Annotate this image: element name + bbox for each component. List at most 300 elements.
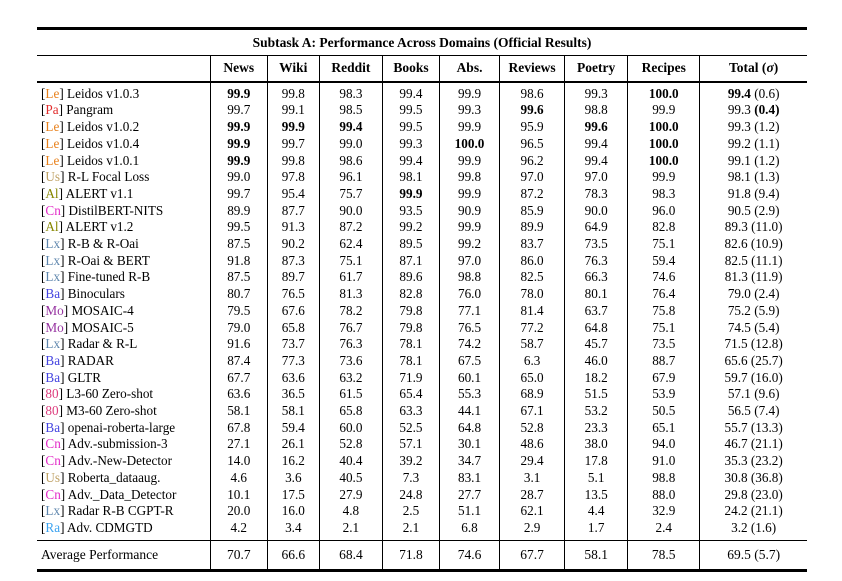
citation-tag [41, 236, 64, 251]
cell-recipes: 73.5 [628, 336, 700, 353]
bracket-open: [ [41, 219, 46, 235]
bracket-close: ] [58, 185, 63, 201]
bracket-close: ] [60, 436, 66, 452]
cell-reviews: 78.0 [500, 286, 565, 303]
cell-reddit: 98.3 [319, 82, 382, 103]
cell-books: 99.5 [382, 102, 439, 119]
cell-books: 39.2 [382, 453, 439, 470]
table-row [37, 286, 807, 303]
cell-reddit: 98.5 [319, 102, 382, 119]
cell-wiki: 87.3 [267, 253, 319, 270]
citation-tag-letters: Cn [45, 202, 61, 218]
cell-abs-: 44.1 [439, 403, 499, 420]
total-cell [700, 102, 807, 119]
citation-tag-letters: 80 [45, 403, 59, 419]
cell-books: 63.3 [382, 403, 439, 420]
cell-reddit: 87.2 [319, 219, 382, 236]
citation-tag [41, 520, 64, 535]
bracket-open: [ [41, 85, 46, 101]
citation-tag-letters: Le [45, 119, 60, 135]
cell-abs-: 6.8 [439, 520, 499, 540]
system-label: [Cn] Adv._Data_Detector [41, 486, 177, 502]
cell-recipes: 96.0 [628, 203, 700, 220]
cell-wiki: 63.6 [267, 370, 319, 387]
cell-news: 99.9 [210, 136, 267, 153]
total-cell [700, 203, 807, 220]
cell-abs-: 51.1 [439, 503, 499, 520]
system-label: [80] M3-60 Zero-shot [41, 403, 157, 419]
column-header-abs-: Abs. [439, 56, 499, 82]
cell-news: 99.7 [210, 102, 267, 119]
column-header-wiki: Wiki [267, 56, 319, 82]
citation-tag [41, 253, 64, 268]
table-row [37, 236, 807, 253]
total-cell [700, 320, 807, 337]
cell-reddit: 52.8 [319, 436, 382, 453]
sigma-value: (0.4) [750, 102, 780, 118]
sigma-value: (23.0) [747, 486, 783, 502]
bracket-close: ] [59, 85, 64, 101]
sigma-value: (5.9) [750, 302, 780, 318]
cell-poetry: 99.3 [565, 82, 628, 103]
citation-tag [41, 487, 65, 502]
cell-news: 4.6 [210, 470, 267, 487]
total-cell [700, 487, 807, 504]
total-cell [700, 470, 807, 487]
system-label: [Ra] Adv. CDMGTD [41, 519, 153, 535]
cell-wiki: 99.7 [267, 136, 319, 153]
sigma-value: (5.7) [750, 546, 781, 562]
system-label: [Pa] Pangram [41, 102, 114, 118]
total-value: 55.7 [724, 419, 748, 435]
cell-abs-: 74.2 [439, 336, 499, 353]
cell-recipes: 100.0 [628, 136, 700, 153]
bracket-open: [ [41, 419, 46, 435]
total-cell [700, 370, 807, 387]
cell-reviews: 65.0 [500, 370, 565, 387]
total-value: 89.3 [724, 219, 748, 235]
cell-news: 67.8 [210, 420, 267, 437]
total-cell [700, 82, 807, 103]
cell-reddit: 2.1 [319, 520, 382, 540]
bracket-close: ] [63, 319, 69, 335]
total-value: 82.5 [724, 252, 748, 268]
cell-poetry: 78.3 [565, 186, 628, 203]
cell-reviews: 99.6 [500, 102, 565, 119]
bracket-close: ] [60, 486, 66, 502]
total-value: 65.6 [724, 352, 748, 368]
cell-news: 99.9 [210, 119, 267, 136]
citation-tag-letters: Us [45, 169, 61, 185]
cell-wiki: 65.8 [267, 320, 319, 337]
cell-wiki: 3.6 [267, 470, 319, 487]
bracket-open: [ [41, 202, 46, 218]
cell-news: 14.0 [210, 453, 267, 470]
sigma-value: (25.7) [747, 352, 783, 368]
cell-reddit: 81.3 [319, 286, 382, 303]
sigma-value: (12.8) [747, 336, 783, 352]
cell-abs-: 60.1 [439, 370, 499, 387]
total-cell [700, 186, 807, 203]
citation-tag [41, 269, 64, 284]
table-row [37, 203, 807, 220]
cell-books: 89.6 [382, 269, 439, 286]
cell-abs-: 99.9 [439, 186, 499, 203]
sigma-value: (2.9) [750, 202, 780, 218]
sigma-value: (9.6) [750, 386, 780, 402]
bracket-open: [ [41, 352, 46, 368]
cell-recipes: 98.8 [628, 470, 700, 487]
cell-abs-: 100.0 [439, 136, 499, 153]
cell-recipes: 88.0 [628, 487, 700, 504]
bracket-close: ] [59, 152, 64, 168]
system-label: [Mo] MOSAIC-4 [41, 302, 134, 318]
total-value: 3.2 [731, 519, 748, 535]
citation-tag [41, 169, 64, 184]
sigma-value: (10.9) [747, 236, 783, 252]
row-label-header [37, 56, 210, 82]
bracket-close: ] [63, 302, 69, 318]
cell-reddit: 61.5 [319, 386, 382, 403]
bracket-close: ] [60, 286, 65, 302]
cell-news: 79.5 [210, 303, 267, 320]
cell-poetry: 53.2 [565, 403, 628, 420]
cell-reviews: 98.6 [500, 82, 565, 103]
cell-reviews: 83.7 [500, 236, 565, 253]
cell-wiki: 59.4 [267, 420, 319, 437]
total-cell [700, 436, 807, 453]
bracket-open: [ [41, 519, 46, 535]
cell-reviews: 81.4 [500, 303, 565, 320]
cell-books: 79.8 [382, 303, 439, 320]
system-label: [Us] Roberta_dataaug. [41, 469, 161, 485]
table-row [37, 186, 807, 203]
table-row [37, 219, 807, 236]
total-cell [700, 253, 807, 270]
citation-tag-letters: Mo [45, 319, 64, 335]
cell-reviews: 68.9 [500, 386, 565, 403]
cell-books: 71.9 [382, 370, 439, 387]
system-label: [Ba] RADAR [41, 352, 114, 368]
cell-recipes: 99.9 [628, 169, 700, 186]
cell-reviews: 96.2 [500, 153, 565, 170]
cell-reddit: 40.5 [319, 470, 382, 487]
bracket-open: [ [41, 336, 46, 352]
citation-tag-letters: Al [45, 185, 59, 201]
cell-recipes: 65.1 [628, 420, 700, 437]
total-cell [700, 136, 807, 153]
sigma-value: (1.6) [747, 519, 777, 535]
table-row [37, 82, 807, 103]
total-cell [700, 386, 807, 403]
cell-reviews: 89.9 [500, 219, 565, 236]
total-cell [700, 119, 807, 136]
citation-tag-letters: Ba [45, 352, 61, 368]
cell-poetry: 1.7 [565, 520, 628, 540]
cell-books: 78.1 [382, 336, 439, 353]
citation-tag [41, 86, 64, 101]
cell-poetry: 64.9 [565, 219, 628, 236]
bracket-close: ] [60, 236, 65, 252]
cell-wiki: 95.4 [267, 186, 319, 203]
total-cell [700, 286, 807, 303]
cell-reddit: 61.7 [319, 269, 382, 286]
cell-wiki: 26.1 [267, 436, 319, 453]
cell-poetry: 90.0 [565, 203, 628, 220]
cell-abs-: 90.9 [439, 203, 499, 220]
table-row [37, 520, 807, 540]
cell-wiki: 36.5 [267, 386, 319, 403]
bracket-open: [ [41, 169, 46, 185]
total-cell [700, 236, 807, 253]
cell-reddit: 4.8 [319, 503, 382, 520]
cell-recipes: 82.8 [628, 219, 700, 236]
total-cell [700, 453, 807, 470]
column-header-recipes: Recipes [628, 56, 700, 82]
cell-news: 99.7 [210, 186, 267, 203]
cell-books: 2.5 [382, 503, 439, 520]
bracket-close: ] [58, 403, 63, 419]
sigma-symbol: σ [766, 60, 774, 75]
citation-tag-letters: Ba [45, 286, 61, 302]
table-row [37, 102, 807, 119]
bracket-open: [ [41, 236, 46, 252]
cell-poetry: 4.4 [565, 503, 628, 520]
cell-poetry: 45.7 [565, 336, 628, 353]
bracket-close: ] [60, 453, 66, 469]
total-cell [700, 153, 807, 170]
cell-reviews: 52.8 [500, 420, 565, 437]
cell-abs-: 99.9 [439, 219, 499, 236]
column-header-poetry: Poetry [565, 56, 628, 82]
table-row [37, 420, 807, 437]
bracket-open: [ [41, 102, 46, 118]
sigma-value: (11.1) [747, 252, 783, 268]
citation-tag-letters: Le [45, 152, 60, 168]
cell-abs-: 99.9 [439, 82, 499, 103]
total-value: 91.8 [727, 185, 751, 201]
cell-recipes: 100.0 [628, 153, 700, 170]
citation-tag-letters: Lx [45, 252, 61, 268]
total-value: 71.5 [724, 336, 748, 352]
table-row [37, 453, 807, 470]
system-label: [Ba] openai-roberta-large [41, 419, 176, 435]
cell-books: 78.1 [382, 353, 439, 370]
bracket-close: ] [59, 119, 64, 135]
system-label: [Le] Leidos v1.0.2 [41, 119, 140, 135]
cell-poetry: 99.4 [565, 153, 628, 170]
sigma-value: (1.1) [750, 135, 780, 151]
bracket-open: [ [41, 252, 46, 268]
total-value: 75.2 [727, 302, 751, 318]
cell-books: 2.1 [382, 520, 439, 540]
total-value: 69.5 [727, 546, 751, 562]
bracket-close: ] [60, 503, 65, 519]
citation-tag [41, 436, 65, 451]
bracket-close: ] [60, 252, 65, 268]
cell-abs-: 34.7 [439, 453, 499, 470]
total-value: 29.8 [724, 486, 748, 502]
cell-poetry: 5.1 [565, 470, 628, 487]
cell-recipes: 91.0 [628, 453, 700, 470]
cell-books: 57.1 [382, 436, 439, 453]
cell-abs-: 67.5 [439, 353, 499, 370]
column-header-reviews: Reviews [500, 56, 565, 82]
cell-recipes: 94.0 [628, 436, 700, 453]
cell-wiki: 73.7 [267, 336, 319, 353]
table-row [37, 119, 807, 136]
citation-tag [41, 102, 63, 117]
citation-tag [41, 203, 65, 218]
cell-abs-: 97.0 [439, 253, 499, 270]
system-label: [Mo] MOSAIC-5 [41, 319, 134, 335]
bracket-open: [ [41, 503, 46, 519]
citation-tag-letters: Lx [45, 336, 61, 352]
total-cell [700, 219, 807, 236]
sigma-value: (1.2) [750, 119, 780, 135]
citation-tag [41, 336, 64, 351]
total-value: 99.1 [727, 152, 751, 168]
citation-tag [41, 370, 64, 385]
table-row [37, 436, 807, 453]
cell-wiki: 97.8 [267, 169, 319, 186]
total-value: 56.5 [727, 403, 751, 419]
table-row [37, 169, 807, 186]
cell-wiki: 99.8 [267, 82, 319, 103]
cell-wiki: 17.5 [267, 487, 319, 504]
cell-books: 7.3 [382, 470, 439, 487]
bracket-open: [ [41, 369, 46, 385]
bracket-open: [ [41, 269, 46, 285]
citation-tag-letters: Al [45, 219, 59, 235]
sigma-value: (21.1) [747, 503, 783, 519]
cell-reddit: 98.6 [319, 153, 382, 170]
citation-tag [41, 136, 64, 151]
cell-wiki: 77.3 [267, 353, 319, 370]
cell-reviews: 85.9 [500, 203, 565, 220]
total-cell [700, 520, 807, 540]
bracket-open: [ [41, 135, 46, 151]
total-value: 99.3 [727, 102, 751, 118]
average-books: 71.8 [382, 540, 439, 569]
cell-reddit: 99.0 [319, 136, 382, 153]
cell-news: 67.7 [210, 370, 267, 387]
system-label: [Al] ALERT v1.1 [41, 185, 134, 201]
table-row [37, 336, 807, 353]
cell-poetry: 18.2 [565, 370, 628, 387]
cell-poetry: 66.3 [565, 269, 628, 286]
sigma-value: (16.0) [747, 369, 783, 385]
cell-wiki: 16.0 [267, 503, 319, 520]
cell-reviews: 3.1 [500, 470, 565, 487]
cell-books: 24.8 [382, 487, 439, 504]
cell-wiki: 67.6 [267, 303, 319, 320]
sigma-value: (0.6) [750, 85, 780, 101]
cell-reviews: 95.9 [500, 119, 565, 136]
cell-reddit: 75.7 [319, 186, 382, 203]
cell-abs-: 55.3 [439, 386, 499, 403]
system-label: [Cn] Adv.-submission-3 [41, 436, 168, 452]
cell-poetry: 99.4 [565, 136, 628, 153]
results-table [37, 27, 807, 572]
cell-recipes: 76.4 [628, 286, 700, 303]
citation-tag [41, 386, 63, 401]
cell-news: 99.0 [210, 169, 267, 186]
total-cell [700, 169, 807, 186]
cell-poetry: 97.0 [565, 169, 628, 186]
cell-wiki: 99.1 [267, 102, 319, 119]
sigma-value: (2.4) [750, 286, 780, 302]
cell-poetry: 13.5 [565, 487, 628, 504]
cell-abs-: 30.1 [439, 436, 499, 453]
cell-recipes: 100.0 [628, 82, 700, 103]
cell-reviews: 58.7 [500, 336, 565, 353]
cell-reviews: 62.1 [500, 503, 565, 520]
cell-reviews: 48.6 [500, 436, 565, 453]
total-cell [700, 269, 807, 286]
cell-news: 27.1 [210, 436, 267, 453]
total-value: 99.2 [727, 135, 751, 151]
average-row [37, 540, 807, 569]
cell-wiki: 91.3 [267, 219, 319, 236]
bracket-open: [ [41, 469, 46, 485]
citation-tag-letters: Lx [45, 269, 61, 285]
average-recipes: 78.5 [628, 540, 700, 569]
cell-poetry: 51.5 [565, 386, 628, 403]
cell-abs-: 99.9 [439, 119, 499, 136]
column-header-books: Books [382, 56, 439, 82]
citation-tag [41, 286, 64, 301]
cell-poetry: 63.7 [565, 303, 628, 320]
cell-recipes: 53.9 [628, 386, 700, 403]
total-cell [700, 336, 807, 353]
bracket-close: ] [60, 469, 65, 485]
bracket-close: ] [60, 269, 65, 285]
cell-poetry: 46.0 [565, 353, 628, 370]
bracket-close: ] [60, 202, 66, 218]
bracket-close: ] [58, 386, 63, 402]
cell-reviews: 82.5 [500, 269, 565, 286]
cell-poetry: 38.0 [565, 436, 628, 453]
citation-tag [41, 420, 64, 435]
cell-reviews: 6.3 [500, 353, 565, 370]
table-row [37, 503, 807, 520]
bracket-open: [ [41, 185, 46, 201]
total-value: 90.5 [727, 202, 751, 218]
bracket-open: [ [41, 302, 46, 318]
column-header-news: News [210, 56, 267, 82]
cell-wiki: 99.9 [267, 119, 319, 136]
table-row [37, 320, 807, 337]
bracket-open: [ [41, 152, 46, 168]
table-row [37, 253, 807, 270]
bracket-close: ] [58, 219, 63, 235]
sigma-value: (5.4) [750, 319, 780, 335]
cell-reddit: 99.4 [319, 119, 382, 136]
cell-recipes: 32.9 [628, 503, 700, 520]
citation-tag-letters: Le [45, 85, 60, 101]
system-label: [Cn] Adv.-New-Detector [41, 453, 173, 469]
bracket-close: ] [60, 519, 65, 535]
sigma-value: (36.8) [747, 469, 783, 485]
cell-poetry: 80.1 [565, 286, 628, 303]
cell-news: 87.5 [210, 269, 267, 286]
cell-recipes: 100.0 [628, 119, 700, 136]
system-label: [Al] ALERT v1.2 [41, 219, 134, 235]
cell-wiki: 89.7 [267, 269, 319, 286]
table-row [37, 386, 807, 403]
bracket-open: [ [41, 119, 46, 135]
